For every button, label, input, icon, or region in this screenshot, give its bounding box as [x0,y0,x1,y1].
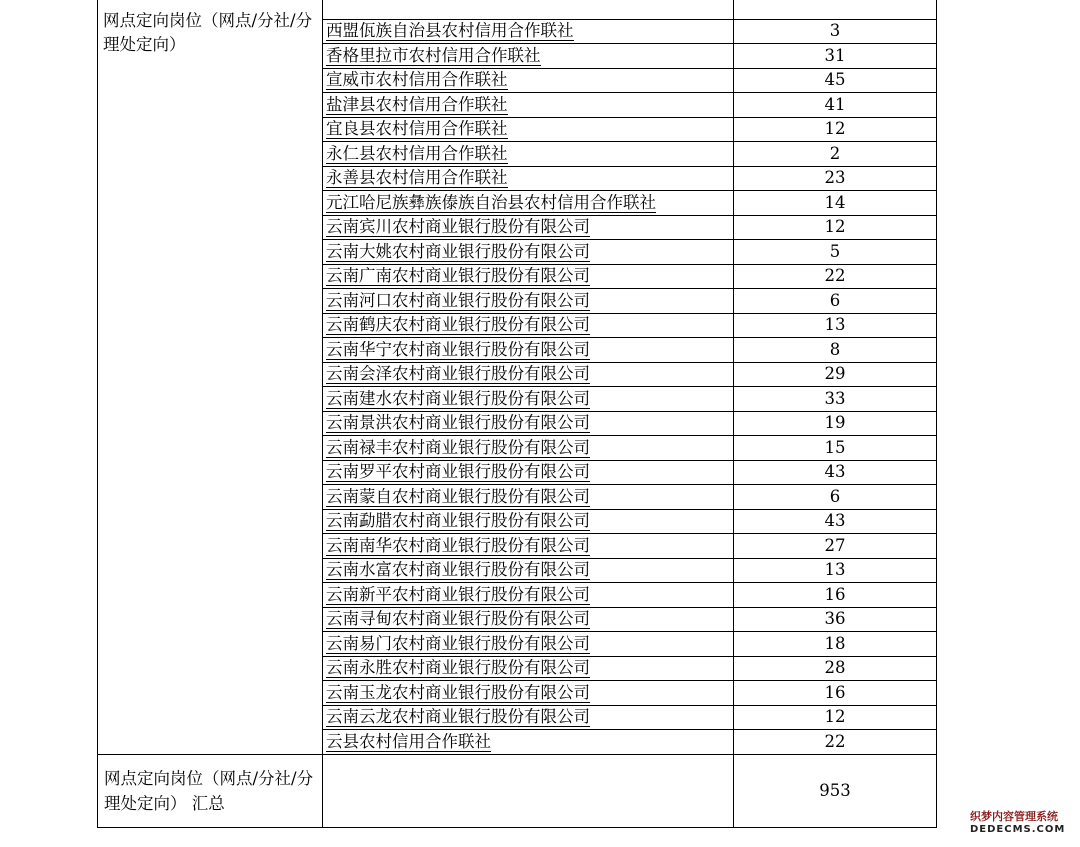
position-count-cell: 43 [734,460,937,485]
institution-name: 西盟佤族自治县农村信用合作联社 [326,21,574,41]
institution-name-cell [323,313,734,338]
institution-name-cell [323,0,734,19]
institution-name: 云县农村信用合作联社 [326,731,491,751]
institution-name-cell [323,730,734,755]
position-count-cell: 12 [734,117,937,142]
position-count-cell: 5 [734,240,937,265]
total-count-cell: 953 [734,754,937,827]
institution-name: 盐津县农村信用合作联社 [326,94,508,114]
position-count-cell: 45 [734,68,937,93]
institution-name: 元江哈尼族彝族傣族自治县农村信用合作联社 [326,192,656,212]
total-empty-cell [323,754,734,827]
position-count-cell: 8 [734,338,937,363]
position-count-cell: 31 [734,44,937,69]
institution-name-cell [323,19,734,44]
institution-name: 云南勐腊农村商业银行股份有限公司 [326,511,590,531]
institution-name: 云南禄丰农村商业银行股份有限公司 [326,437,590,457]
position-count-cell: 27 [734,534,937,559]
position-count-cell: 41 [734,93,937,118]
institution-name-cell [323,191,734,216]
institution-name: 云南鹤庆农村商业银行股份有限公司 [326,315,590,335]
institution-name: 云南河口农村商业银行股份有限公司 [326,290,590,310]
total-label-cell: 网点定向岗位（网点/分社/分理处定向） 汇总 [98,754,323,827]
institution-name: 云南罗平农村商业银行股份有限公司 [326,462,590,482]
table-row [98,0,937,19]
position-count-cell: 16 [734,681,937,706]
position-count-cell: 2 [734,142,937,167]
institution-name: 云南华宁农村商业银行股份有限公司 [326,339,590,359]
institution-name-cell [323,142,734,167]
institution-name-cell [323,215,734,240]
institution-name: 云南寻甸农村商业银行股份有限公司 [326,609,590,629]
institution-name-cell [323,117,734,142]
group-label-cell: 网点定向岗位（网点/分社/分理处定向） [98,0,323,754]
total-row [98,754,937,827]
institution-name-cell [323,436,734,461]
institution-name-cell [323,387,734,412]
position-count-cell: 12 [734,705,937,730]
institution-name-cell [323,632,734,657]
institution-name-cell [323,240,734,265]
institution-name-cell [323,460,734,485]
institution-name-cell [323,289,734,314]
institution-name: 香格里拉市农村信用合作联社 [326,45,541,65]
institution-name-cell [323,44,734,69]
institution-name: 云南水富农村商业银行股份有限公司 [326,560,590,580]
institution-name: 云南宾川农村商业银行股份有限公司 [326,217,590,237]
institution-name: 云南新平农村商业银行股份有限公司 [326,584,590,604]
institution-name: 云南广南农村商业银行股份有限公司 [326,266,590,286]
institution-name: 云南南华农村商业银行股份有限公司 [326,535,590,555]
position-count-cell: 18 [734,632,937,657]
institution-name: 云南永胜农村商业银行股份有限公司 [326,658,590,678]
institution-name-cell [323,607,734,632]
institution-name: 云南建水农村商业银行股份有限公司 [326,388,590,408]
position-count-cell: 19 [734,411,937,436]
institution-name-cell [323,338,734,363]
institution-name-cell [323,681,734,706]
position-count-cell: 13 [734,313,937,338]
institution-name: 云南大姚农村商业银行股份有限公司 [326,241,590,261]
position-count-cell [734,0,937,19]
watermark-line1: 织梦内容管理系统 [970,810,1058,823]
institution-name: 云南蒙自农村商业银行股份有限公司 [326,486,590,506]
position-count-cell: 28 [734,656,937,681]
watermark-logo [970,810,1074,836]
institution-name: 宜良县农村信用合作联社 [326,119,508,139]
institution-name: 永仁县农村信用合作联社 [326,143,508,163]
institution-name-cell [323,705,734,730]
institution-name-cell [323,656,734,681]
institution-name-cell [323,485,734,510]
institution-name-cell [323,362,734,387]
institution-name: 云南云龙农村商业银行股份有限公司 [326,707,590,727]
institution-name: 云南会泽农村商业银行股份有限公司 [326,364,590,384]
position-count-cell: 13 [734,558,937,583]
position-count-cell: 33 [734,387,937,412]
institution-name: 云南景洪农村商业银行股份有限公司 [326,413,590,433]
institution-name: 云南易门农村商业银行股份有限公司 [326,633,590,653]
institution-name-cell [323,411,734,436]
position-count-cell: 6 [734,485,937,510]
position-count-cell: 6 [734,289,937,314]
institution-name-cell [323,68,734,93]
position-count-cell: 12 [734,215,937,240]
position-count-cell: 43 [734,509,937,534]
position-count-cell: 23 [734,166,937,191]
watermark-line2: DEDECMS.COM [970,824,1066,835]
position-count-cell: 14 [734,191,937,216]
institution-name-cell [323,509,734,534]
position-count-cell: 15 [734,436,937,461]
institution-name-cell [323,534,734,559]
institution-name-cell [323,166,734,191]
position-count-cell: 22 [734,730,937,755]
institution-name: 云南玉龙农村商业银行股份有限公司 [326,682,590,702]
position-count-cell: 36 [734,607,937,632]
institution-name-cell [323,93,734,118]
institution-name-cell [323,264,734,289]
position-count-cell: 3 [734,19,937,44]
institution-name: 宣威市农村信用合作联社 [326,70,508,90]
institution-name-cell [323,583,734,608]
position-count-cell: 29 [734,362,937,387]
institution-name: 永善县农村信用合作联社 [326,168,508,188]
positions-table [97,0,937,828]
position-count-cell: 16 [734,583,937,608]
position-count-cell: 22 [734,264,937,289]
institution-name-cell [323,558,734,583]
